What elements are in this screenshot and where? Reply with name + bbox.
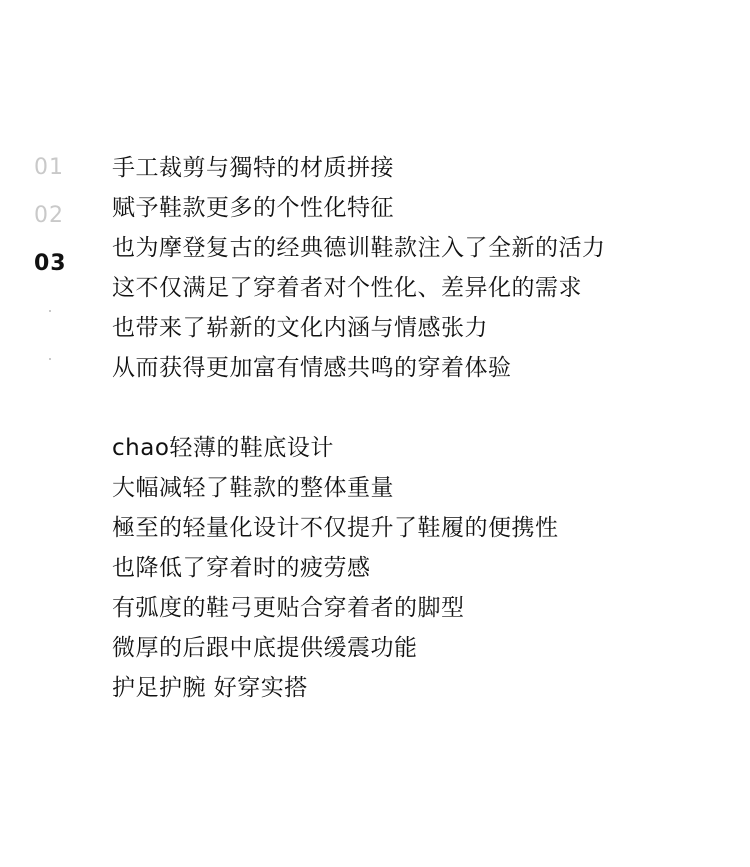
paragraph-line: 赋予鞋款更多的个性化特征 xyxy=(112,195,394,221)
paragraph-line: 手工裁剪与獨特的材质拼接 xyxy=(112,155,394,181)
paragraph-line: 护足护腕 好穿实搭 xyxy=(112,675,308,701)
paragraph-line: 大幅减轻了鞋款的整体重量 xyxy=(112,475,394,501)
paragraph-line: 有弧度的鞋弓更贴合穿着者的脚型 xyxy=(112,595,465,621)
index-rail xyxy=(34,150,78,294)
paragraph-line: 从而获得更加富有情感共鸣的穿着体验 xyxy=(112,355,512,381)
text-column xyxy=(112,150,732,710)
index-item-01[interactable]: 01 xyxy=(34,155,64,180)
paragraph-line: 微厚的后跟中底提供缓震功能 xyxy=(112,635,418,661)
index-dot-2 xyxy=(49,358,51,360)
paragraph-line: chao轻薄的鞋底设计 xyxy=(112,435,334,461)
paragraph-1 xyxy=(112,150,732,390)
paragraph-line: 也带来了崭新的文化内涵与情感张力 xyxy=(112,315,488,341)
paragraph-2 xyxy=(112,430,732,710)
index-dot-1 xyxy=(49,310,51,312)
paragraph-line: 也降低了穿着时的疲劳感 xyxy=(112,555,371,581)
paragraph-line: 也为摩登复古的经典德训鞋款注入了全新的活力 xyxy=(112,235,606,261)
paragraph-line: 这不仅满足了穿着者对个性化、差异化的需求 xyxy=(112,275,582,301)
paragraph-line: 極至的轻量化设计不仅提升了鞋履的便携性 xyxy=(112,515,559,541)
paragraph-spacer xyxy=(112,390,732,430)
index-item-03-active[interactable]: 03 xyxy=(34,251,67,276)
index-item-02[interactable]: 02 xyxy=(34,203,64,228)
